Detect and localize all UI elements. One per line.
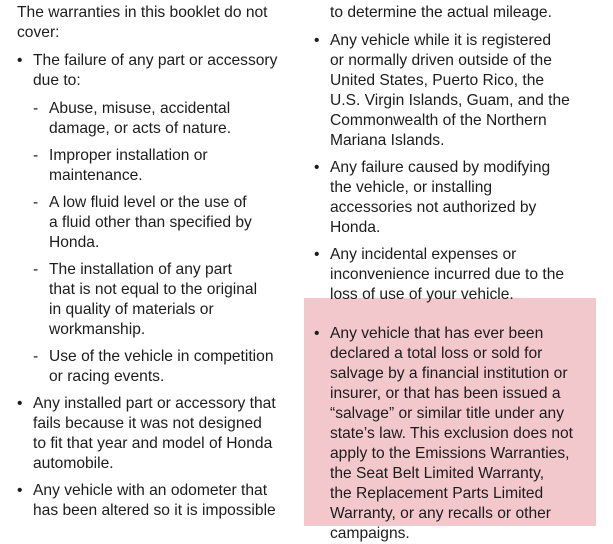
exclusions-list-right	[314, 31, 596, 544]
failure-causes-list	[33, 99, 300, 387]
odometer-continuation: to determine the actual mileage.	[330, 4, 552, 21]
right-column	[314, 0, 596, 544]
sub-item-improper-installation: - Improper installation or maintenance.	[33, 147, 208, 184]
exclusions-list-left	[17, 51, 300, 521]
sub-item-low-fluid: - A low fluid level or the use of a fluid other than specified by Honda.	[33, 194, 252, 251]
left-column	[17, 0, 300, 521]
exclusion-item-odometer: • Any vehicle with an odometer that has been altered so it is impossible	[17, 482, 276, 519]
sub-item-abuse: - Abuse, misuse, accidental damage, or acts of nature.	[33, 100, 232, 137]
exclusion-item-outside-us: • Any vehicle while it is registered or normally driven outside of the United States, Puerto Rico, the U.S. Virgin Islands, Guam, and the Commonwealth of the Northern Mariana Islands.	[314, 32, 570, 149]
exclusion-item-incidental-expenses: • Any incidental expenses or inconvenience incurred due to the loss of use of your vehicle.	[314, 246, 565, 303]
exclusion-item-part-failure: • The failure of any part or accessory due to: - Abuse, misuse, accidental damage, or acts of nature. - Improper installation or maintenance. - A low fluid level or the use of a fluid other than specified by Honda. - The installation of any part that is not equal to the original in quality of materials or workmanship. - Use of the vehicle in competition or racing events.	[17, 51, 300, 387]
intro-paragraph: The warranties in this booklet do not cover:	[17, 4, 268, 41]
bullet-mark: •	[17, 52, 23, 69]
sub-item-competition: - Use of the vehicle in competition or racing events.	[33, 348, 274, 385]
sub-item-nonequal-part: - The installation of any part that is not equal to the original in quality of materials or workmanship.	[33, 261, 258, 338]
exclusion-item-modification: • Any failure caused by modifying the vehicle, or installing accessories not authorized by Honda.	[314, 159, 551, 236]
exclusion-item-salvage: • Any vehicle that has ever been declared a total loss or sold for salvage by a financial institution or insurer, or that has been issued a “salvage” or similar title under any state’s law. This exclusion does not apply to the Emissions Warranties, the Seat Belt Limited Warranty, the Replacement Parts Limited Warranty, or any recalls or other campaigns.	[314, 325, 573, 542]
exclusion-item-installed-part: • Any installed part or accessory that fails because it was not designed to fit that year and model of Honda automobile.	[17, 395, 276, 472]
